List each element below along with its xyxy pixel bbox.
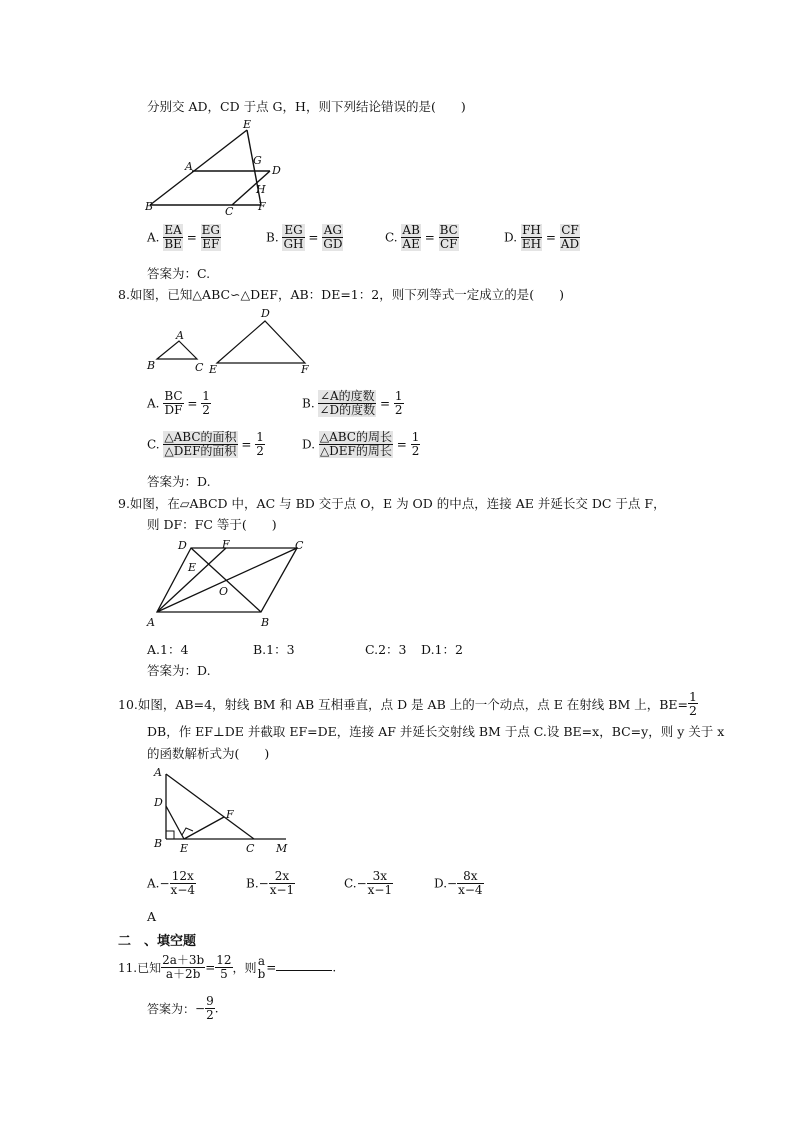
q8-answer: 答案为：D. [147,474,211,489]
q7-label-h: H [256,183,266,196]
q10-label-e: E [180,842,189,855]
q9-stem-line1: 9.如图，在▱ABCD 中，AC 与 BD 交于点 O，E 为 OD 的中点，连接 AE 并延长交 DC 于点 F， [118,496,666,511]
q9-label-o: O [219,585,229,598]
q9-label-f: F [222,538,230,551]
q10-stem-line3: 的函数解析式为( ) [147,746,270,761]
q9-label-e: E [188,561,197,574]
q11-answer-blank[interactable] [276,960,332,971]
q10-option-a[interactable]: A.− $\frac{12x}{x-4}$ [147,869,196,897]
q9-label-c: C [295,539,304,552]
q7-option-c[interactable]: C. $\frac{AB}{AE}$ = $\frac{BC}{CF}$ [385,223,458,251]
q8-label-b: B [147,359,156,372]
q10-figure [150,764,295,856]
q10-answer: A [147,909,157,924]
q7-option-b[interactable]: B. $\frac{EG}{GH}$ = $\frac{AG}{GD}$ [266,223,343,251]
q7-label-a: A [185,160,193,173]
q10-label-m: M [276,842,288,855]
q11-stem: 11.已知 $\frac{2a+3b}{a+2b}$ = $\frac{12}{5}$ ，则 a b = . [118,953,337,981]
q10-label-d: D [154,796,163,809]
q9-figure [145,536,320,632]
q7-label-e: E [243,118,252,131]
q8-option-c[interactable]: C. $\frac{\text{△ABC的面积}}{\text{△DEF的面积}}$ = $\frac{1}{2}$ [147,430,264,458]
q10-option-d[interactable]: D.− $\frac{8x}{x-4}$ [434,869,483,897]
q7-label-b: B [145,200,154,213]
q7-option-a[interactable]: A. $\frac{EA}{BE}$ = $\frac{EG}{EF}$ [147,223,220,251]
q8-option-a[interactable]: A. $\frac{BC}{DF}$ = $\frac{1}{2}$ [147,389,210,417]
q10-option-c[interactable]: C.− $\frac{3x}{x-1}$ [344,869,393,897]
q11-answer: 答案为：− $\frac{9}{2}$ . [147,994,219,1022]
q10-label-f: F [226,808,234,821]
q8-label-f: F [301,363,309,376]
q9-label-b: B [261,616,270,629]
q9-option-c[interactable]: C.2：3 [365,642,407,657]
q10-option-b[interactable]: B.− $\frac{2x}{x-1}$ [246,869,295,897]
q8-label-c: C [195,361,204,374]
q7-figure [145,118,295,218]
q9-stem-line2: 则 DF：FC 等于( ) [147,517,277,532]
q7-label-f: F [258,200,266,213]
section-title-fill-in: 二 、填空题 [118,934,197,949]
q7-option-d[interactable]: D. $\frac{FH}{EH}$ = $\frac{CF}{AD}$ [504,223,580,251]
q7-label-d: D [272,164,281,177]
q8-option-d[interactable]: D. $\frac{\text{△ABC的周长}}{\text{△DEF的周长}}$ = $\frac{1}{2}$ [302,430,420,458]
q7-stem: 分别交 AD，CD 于点 G，H，则下列结论错误的是( ) [147,99,466,114]
q10-label-c: C [246,842,255,855]
q7-label-g: G [253,154,262,167]
q10-label-b: B [154,837,163,850]
q9-option-b[interactable]: B.1：3 [253,642,295,657]
q8-label-a: A [176,329,184,342]
q8-stem: 8.如图，已知△ABC∽△DEF，AB：DE=1：2，则下列等式一定成立的是( ) [118,287,564,302]
q9-label-d: D [178,539,187,552]
q7-label-c: C [225,205,234,218]
q8-label-e: E [209,363,218,376]
q10-stem-line2: DB，作 EF⊥DE 并截取 EF=DE，连接 AF 并延长交射线 BM 于点 C.设 BE=x，BC=y，则 y 关于 x [147,724,725,739]
q7-answer: 答案为：C. [147,266,211,281]
q9-answer: 答案为：D. [147,663,211,678]
q9-option-a[interactable]: A.1：4 [147,642,189,657]
q8-option-b[interactable]: B. $\frac{\text{∠A的度数}}{\text{∠D的度数}}$ = $\frac{1}{2}$ [302,389,403,417]
q10-stem-line1: 10.如图，AB=4，射线 BM 和 AB 互相垂直，点 D 是 AB 上的一个动点，点 E 在射线 BM 上，BE= $\frac{1}{2}$ [118,689,697,718]
q9-option-d[interactable]: D.1：2 [421,642,463,657]
q10-label-a: A [154,766,162,779]
q9-label-a: A [147,616,155,629]
q8-label-d: D [261,307,270,320]
q8-figure [145,305,320,377]
